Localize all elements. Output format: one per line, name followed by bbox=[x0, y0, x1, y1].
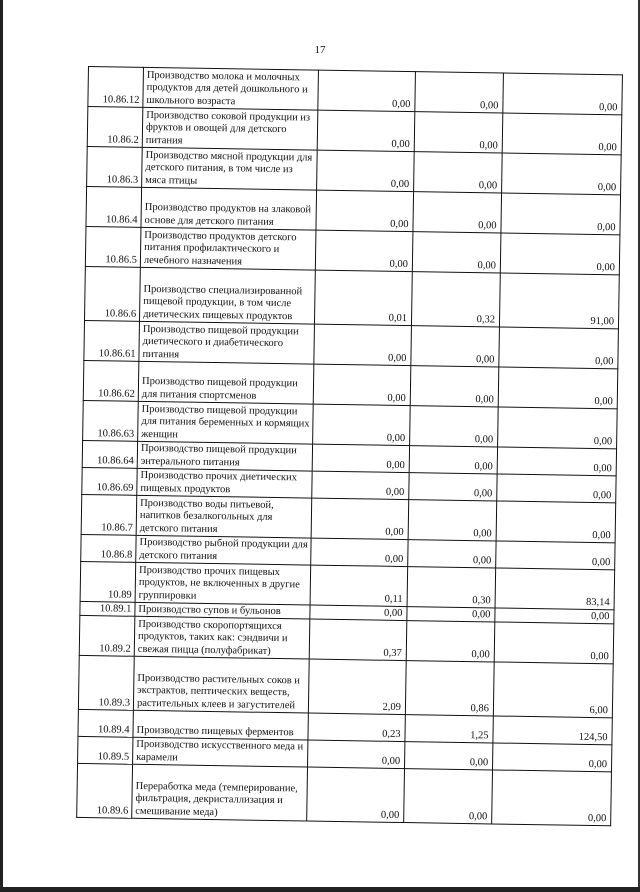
row-value-2: 0,00 bbox=[413, 192, 502, 233]
row-value-3: 0,00 bbox=[497, 447, 616, 476]
row-code: 10.86.2 bbox=[87, 107, 143, 148]
row-value-2: 0,00 bbox=[406, 621, 495, 662]
row-code: 10.89.5 bbox=[78, 736, 133, 764]
row-code: 10.86.63 bbox=[83, 400, 139, 441]
row-code: 10.86.5 bbox=[85, 226, 141, 267]
row-code: 10.86.7 bbox=[81, 494, 137, 535]
row-code: 10.86.69 bbox=[82, 467, 137, 495]
row-name: Производство прочих пищевых продуктов, не включенных в другие группировки bbox=[135, 562, 311, 605]
row-name: Производство мясной продукции для детского питания, в том числе из мяса птицы bbox=[142, 147, 318, 190]
row-name: Производство пищевых ферментов bbox=[133, 710, 308, 740]
row-value-3: 0,00 bbox=[494, 622, 614, 664]
table-row bbox=[85, 266, 620, 328]
row-value-3: 0,00 bbox=[503, 73, 623, 115]
row-value-1: 0,00 bbox=[317, 150, 415, 192]
row-value-1: 0,00 bbox=[312, 471, 409, 500]
row-name: Производство скоропортящихся продуктов, таких как: сэндвичи и свежая пицца (полуфабрикат) bbox=[134, 616, 310, 659]
row-value-1: 0,00 bbox=[316, 190, 414, 232]
row-name: Производство супов и бульонов bbox=[135, 602, 310, 619]
row-name: Производство пищевой продукции для питания спортсменов bbox=[138, 361, 314, 404]
row-value-2: 0,00 bbox=[415, 72, 504, 113]
row-code: 10.86.4 bbox=[86, 186, 142, 227]
row-value-1: 0,00 bbox=[311, 498, 409, 540]
row-value-2: 0,00 bbox=[414, 152, 503, 193]
row-value-3: 0,00 bbox=[498, 367, 618, 409]
row-value-2: 0,00 bbox=[410, 366, 499, 407]
row-value-1: 0,00 bbox=[314, 324, 412, 366]
row-value-2: 0,00 bbox=[408, 540, 496, 568]
row-value-3: 0,00 bbox=[496, 541, 615, 570]
row-value-3: 91,00 bbox=[499, 273, 619, 329]
row-code: 10.86.6 bbox=[85, 266, 141, 321]
row-value-3: 0,00 bbox=[499, 327, 619, 369]
row-value-2: 0,00 bbox=[411, 326, 500, 367]
row-code: 10.89.4 bbox=[78, 709, 133, 737]
row-value-1: 0,00 bbox=[315, 230, 413, 272]
page-number: 17 bbox=[314, 44, 326, 56]
row-value-2: 0,00 bbox=[405, 742, 493, 770]
row-value-2: 0,00 bbox=[412, 232, 501, 273]
row-code: 10.86.12 bbox=[88, 67, 144, 108]
row-value-1: 2,09 bbox=[308, 659, 406, 715]
row-value-2: 0,00 bbox=[407, 607, 495, 622]
row-code: 10.86.3 bbox=[87, 146, 143, 187]
row-value-1: 0,00 bbox=[318, 70, 416, 112]
row-value-2: 0,00 bbox=[409, 473, 497, 501]
row-value-2: 0,00 bbox=[404, 769, 493, 824]
row-value-3: 0,00 bbox=[501, 193, 621, 235]
row-value-1: 0,23 bbox=[308, 713, 405, 742]
row-code: 10.89.1 bbox=[80, 601, 135, 616]
row-value-1: 0,00 bbox=[307, 767, 405, 823]
row-value-3: 6,00 bbox=[493, 662, 613, 718]
table-row bbox=[78, 655, 613, 717]
row-value-2: 0,32 bbox=[411, 272, 500, 327]
row-name: Переработка меда (темперирование, фильтрация, декристаллизация и смешивание меда) bbox=[132, 764, 308, 821]
row-name: Производство прочих диетических пищевых продуктов bbox=[137, 468, 312, 498]
row-value-2: 0,30 bbox=[407, 567, 496, 608]
scan-border-bottom bbox=[0, 887, 640, 892]
row-value-1: 0,37 bbox=[309, 619, 407, 661]
row-name: Производство пищевой продукции энтерального питания bbox=[137, 441, 312, 471]
row-value-1: 0,00 bbox=[313, 364, 411, 406]
row-value-1: 0,00 bbox=[312, 444, 409, 473]
row-value-3: 0,00 bbox=[502, 113, 622, 155]
row-value-3: 0,00 bbox=[498, 407, 618, 449]
row-value-3: 0,00 bbox=[492, 770, 612, 826]
row-code: 10.89.3 bbox=[78, 655, 134, 710]
row-value-2: 0,00 bbox=[414, 112, 503, 153]
row-value-2: 0,00 bbox=[409, 446, 497, 474]
row-value-2: 0,86 bbox=[405, 661, 494, 716]
row-code: 10.89.6 bbox=[77, 763, 133, 818]
row-name: Производство искусственного меда и карамели bbox=[133, 737, 308, 767]
row-value-3: 0,00 bbox=[495, 608, 614, 624]
row-value-3: 0,00 bbox=[500, 233, 620, 275]
row-value-3: 0,00 bbox=[496, 501, 616, 543]
row-code: 10.86.64 bbox=[82, 440, 137, 468]
row-name: Производство пищевой продукции диетического и диабетического питания bbox=[139, 321, 315, 364]
row-name: Производство специализированной пищевой продукции, в том числе диетических пищевых продуктов bbox=[139, 267, 315, 324]
row-value-1: 0,01 bbox=[314, 270, 412, 326]
row-name: Производство продуктов детского питания профилактического и лечебного назначения bbox=[140, 227, 316, 270]
row-code: 10.86.62 bbox=[83, 360, 139, 401]
scan-border-left bbox=[0, 0, 3, 892]
row-value-1: 0,00 bbox=[310, 605, 407, 621]
row-value-3: 0,00 bbox=[492, 743, 611, 772]
row-code: 10.86.61 bbox=[84, 320, 140, 361]
row-value-2: 0,00 bbox=[408, 500, 497, 541]
row-name: Производство соковой продукции из фруктов и овощей для детского питания bbox=[142, 107, 318, 150]
activity-table bbox=[76, 66, 623, 826]
row-value-1: 0,00 bbox=[308, 740, 405, 769]
row-code: 10.89 bbox=[80, 561, 136, 602]
row-value-1: 0,00 bbox=[313, 404, 411, 446]
row-value-3: 0,00 bbox=[497, 474, 616, 503]
row-value-1: 0,00 bbox=[317, 110, 415, 152]
table-row bbox=[77, 763, 612, 825]
row-value-3: 83,14 bbox=[495, 568, 615, 610]
row-name: Производство молока и молочных продуктов для детей дошкольного и школьного возраста bbox=[143, 67, 319, 110]
row-value-2: 1,25 bbox=[405, 715, 493, 743]
row-value-1: 0,00 bbox=[311, 538, 408, 567]
row-value-3: 0,00 bbox=[502, 153, 622, 195]
row-code: 10.89.2 bbox=[79, 615, 135, 656]
row-name: Производство пищевой продукции для питания беременных и кормящих женщин bbox=[138, 401, 314, 444]
row-value-2: 0,00 bbox=[410, 406, 499, 447]
row-value-1: 0,11 bbox=[310, 565, 408, 607]
row-name: Производство воды питьевой, напитков безалкогольных для детского питания bbox=[136, 495, 312, 538]
row-value-3: 124,50 bbox=[493, 716, 612, 745]
row-code: 10.86.8 bbox=[81, 534, 136, 562]
row-name: Производство продуктов на злаковой основе для детского питания bbox=[141, 187, 317, 230]
row-name: Производство растительных соков и экстрактов, пептических веществ, растительных клеев и загустителей bbox=[133, 656, 309, 713]
row-name: Производство рыбной продукции для детского питания bbox=[136, 535, 311, 565]
